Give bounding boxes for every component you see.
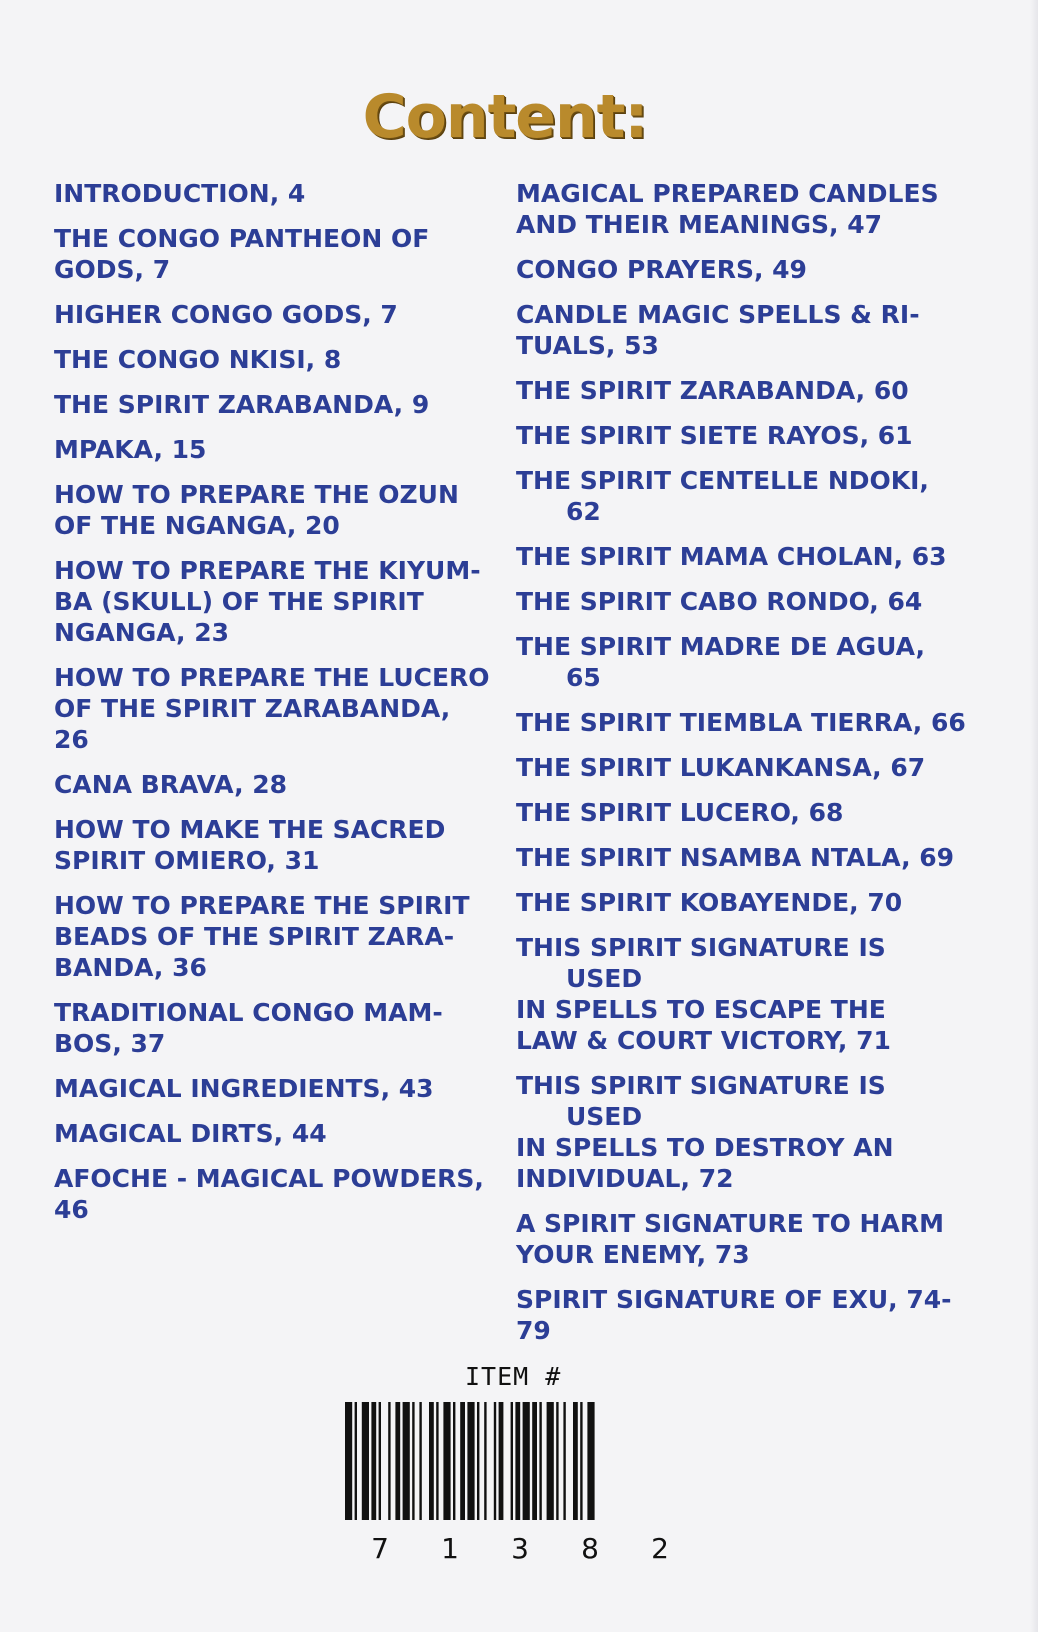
toc-entry xyxy=(516,932,966,1056)
barcode-digit: 8 xyxy=(581,1532,599,1565)
toc-entry xyxy=(54,1073,494,1104)
toc-entry xyxy=(516,887,966,918)
barcode-digit: 7 xyxy=(371,1532,389,1565)
toc-entry-line: OF THE NGANGA, 20 xyxy=(54,511,340,540)
toc-entry-line: IN SPELLS TO DESTROY AN xyxy=(516,1133,894,1162)
toc-entry xyxy=(54,178,494,209)
page-edge xyxy=(1030,0,1038,1632)
barcode-bar xyxy=(412,1402,414,1520)
barcode-bar xyxy=(379,1402,381,1520)
barcode-bar xyxy=(355,1402,357,1520)
toc-entry xyxy=(516,631,966,693)
toc-entry-line: THE SPIRIT TIEMBLA TIERRA, 66 xyxy=(516,708,966,737)
toc-entry-line: THIS SPIRIT SIGNATURE IS USED xyxy=(516,933,886,993)
toc-entry-line: THE SPIRIT MADRE DE AGUA, 65 xyxy=(516,632,925,692)
barcode-bar xyxy=(523,1402,530,1520)
barcode-bar xyxy=(419,1402,421,1520)
toc-entry xyxy=(516,541,966,572)
toc-entry-line: MAGICAL INGREDIENTS, 43 xyxy=(54,1074,434,1103)
barcode-bar xyxy=(388,1402,390,1520)
barcode-digit: 2 xyxy=(651,1532,669,1565)
toc-entry xyxy=(54,434,494,465)
toc-entry-line: CANDLE MAGIC SPELLS & RI- xyxy=(516,300,920,329)
toc-entry xyxy=(54,769,494,800)
barcode-bar xyxy=(587,1402,594,1520)
toc-entry-line: BOS, 37 xyxy=(54,1029,166,1058)
item-number-label: ITEM # xyxy=(465,1362,562,1391)
toc-entry xyxy=(516,842,966,873)
toc-entry-line: MPAKA, 15 xyxy=(54,435,207,464)
toc-entry-line: THE SPIRIT LUCERO, 68 xyxy=(516,798,844,827)
barcode-bar xyxy=(362,1402,369,1520)
toc-entry-line: THE SPIRIT LUKANKANSA, 67 xyxy=(516,753,926,782)
toc-entry-line: THIS SPIRIT SIGNATURE IS USED xyxy=(516,1071,886,1131)
toc-entry-line: HOW TO PREPARE THE KIYUM- xyxy=(54,556,481,585)
toc-entry-line: THE CONGO NKISI, 8 xyxy=(54,345,342,374)
toc-entry-line: AFOCHE - MAGICAL POWDERS, xyxy=(54,1164,484,1193)
barcode-bar xyxy=(547,1402,554,1520)
toc-entry-line: YOUR ENEMY, 73 xyxy=(516,1240,750,1269)
barcode-bar xyxy=(467,1402,474,1520)
toc-entry xyxy=(54,479,494,541)
toc-entry xyxy=(54,890,494,983)
toc-entry-line: BA (SKULL) OF THE SPIRIT xyxy=(54,587,424,616)
toc-entry-line: BEADS OF THE SPIRIT ZARA- xyxy=(54,922,455,951)
toc-entry xyxy=(516,1208,966,1270)
barcode-digit: 1 xyxy=(441,1532,459,1565)
toc-entry xyxy=(516,465,966,527)
barcode-bar xyxy=(580,1402,582,1520)
toc-entry-line: 46 xyxy=(54,1195,89,1224)
toc-entry xyxy=(54,555,494,648)
toc-entry xyxy=(54,299,494,330)
toc-entry-line: 26 xyxy=(54,725,89,754)
toc-entry xyxy=(516,254,966,285)
toc-entry-line: MAGICAL DIRTS, 44 xyxy=(54,1119,327,1148)
toc-entry-line: AND THEIR MEANINGS, 47 xyxy=(516,210,883,239)
toc-entry xyxy=(516,752,966,783)
barcode-bar xyxy=(539,1402,541,1520)
toc-entry-line: SPIRIT OMIERO, 31 xyxy=(54,846,320,875)
toc-entry xyxy=(54,1163,494,1225)
toc-entry-line: THE CONGO PANTHEON OF xyxy=(54,224,430,253)
toc-entry xyxy=(516,797,966,828)
toc-entry xyxy=(516,1070,966,1194)
toc-entry-line: TUALS, 53 xyxy=(516,331,659,360)
barcode-bar xyxy=(515,1402,520,1520)
barcode-bar xyxy=(532,1402,537,1520)
toc-entry xyxy=(516,586,966,617)
contents-right-column xyxy=(516,178,966,1360)
toc-entry xyxy=(516,375,966,406)
toc-entry-line: THE SPIRIT CABO RONDO, 64 xyxy=(516,587,923,616)
toc-entry xyxy=(54,389,494,420)
toc-entry-line: CANA BRAVA, 28 xyxy=(54,770,288,799)
barcode-bar xyxy=(345,1402,352,1520)
toc-entry-line: THE SPIRIT KOBAYENDE, 70 xyxy=(516,888,903,917)
toc-entry-line: IN SPELLS TO ESCAPE THE xyxy=(516,995,886,1024)
toc-entry-line: HOW TO PREPARE THE LUCERO xyxy=(54,663,490,692)
toc-entry-line: MAGICAL PREPARED CANDLES xyxy=(516,179,939,208)
toc-entry xyxy=(516,707,966,738)
toc-entry xyxy=(54,662,494,755)
toc-entry xyxy=(54,997,494,1059)
toc-entry-line: LAW & COURT VICTORY, 71 xyxy=(516,1026,891,1055)
barcode-bar xyxy=(395,1402,400,1520)
toc-entry xyxy=(516,420,966,451)
toc-entry-line: TRADITIONAL CONGO MAM- xyxy=(54,998,443,1027)
barcode-bar xyxy=(484,1402,486,1520)
toc-entry-line: GODS, 7 xyxy=(54,255,171,284)
toc-entry-line: HOW TO PREPARE THE OZUN xyxy=(54,480,459,509)
barcode-bar xyxy=(563,1402,565,1520)
barcode-bar xyxy=(403,1402,410,1520)
toc-entry-line: INTRODUCTION, 4 xyxy=(54,179,306,208)
toc-entry xyxy=(54,344,494,375)
toc-entry-line: HOW TO PREPARE THE SPIRIT xyxy=(54,891,470,920)
toc-entry-line: THE SPIRIT MAMA CHOLAN, 63 xyxy=(516,542,947,571)
toc-entry xyxy=(516,1284,966,1346)
contents-left-column xyxy=(54,178,494,1239)
barcode-bar xyxy=(453,1402,455,1520)
barcode-bar xyxy=(556,1402,558,1520)
toc-entry-line: BANDA, 36 xyxy=(54,953,207,982)
page-title: Content: xyxy=(362,82,648,152)
toc-entry-line: THE SPIRIT ZARABANDA, 60 xyxy=(516,376,909,405)
barcode-bar xyxy=(511,1402,513,1520)
barcode-bar xyxy=(573,1402,578,1520)
toc-entry-line: THE SPIRIT ZARABANDA, 9 xyxy=(54,390,430,419)
toc-entry xyxy=(54,814,494,876)
toc-entry-line: THE SPIRIT SIETE RAYOS, 61 xyxy=(516,421,913,450)
toc-entry xyxy=(54,1118,494,1149)
barcode-digit: 3 xyxy=(511,1532,529,1565)
barcode-bar xyxy=(429,1402,434,1520)
barcode-digits xyxy=(360,1532,680,1565)
toc-entry-line: 79 xyxy=(516,1316,551,1345)
toc-entry-line: CONGO PRAYERS, 49 xyxy=(516,255,807,284)
toc-entry xyxy=(516,178,966,240)
barcode xyxy=(345,1402,675,1520)
toc-entry-line: THE SPIRIT CENTELLE NDOKI, 62 xyxy=(516,466,929,526)
toc-entry-line: A SPIRIT SIGNATURE TO HARM xyxy=(516,1209,944,1238)
barcode-bar xyxy=(477,1402,479,1520)
barcode-bar xyxy=(460,1402,465,1520)
barcode-bar xyxy=(494,1402,496,1520)
toc-entry-line: INDIVIDUAL, 72 xyxy=(516,1164,734,1193)
barcode-bar xyxy=(443,1402,450,1520)
toc-entry-line: HIGHER CONGO GODS, 7 xyxy=(54,300,398,329)
toc-entry xyxy=(54,223,494,285)
toc-entry-line: THE SPIRIT NSAMBA NTALA, 69 xyxy=(516,843,955,872)
toc-entry-line: HOW TO MAKE THE SACRED xyxy=(54,815,446,844)
barcode-bar xyxy=(499,1402,504,1520)
toc-entry xyxy=(516,299,966,361)
barcode-bar xyxy=(436,1402,438,1520)
toc-entry-line: NGANGA, 23 xyxy=(54,618,230,647)
toc-entry-line: OF THE SPIRIT ZARABANDA, xyxy=(54,694,451,723)
toc-entry-line: SPIRIT SIGNATURE OF EXU, 74- xyxy=(516,1285,952,1314)
barcode-bar xyxy=(371,1402,376,1520)
